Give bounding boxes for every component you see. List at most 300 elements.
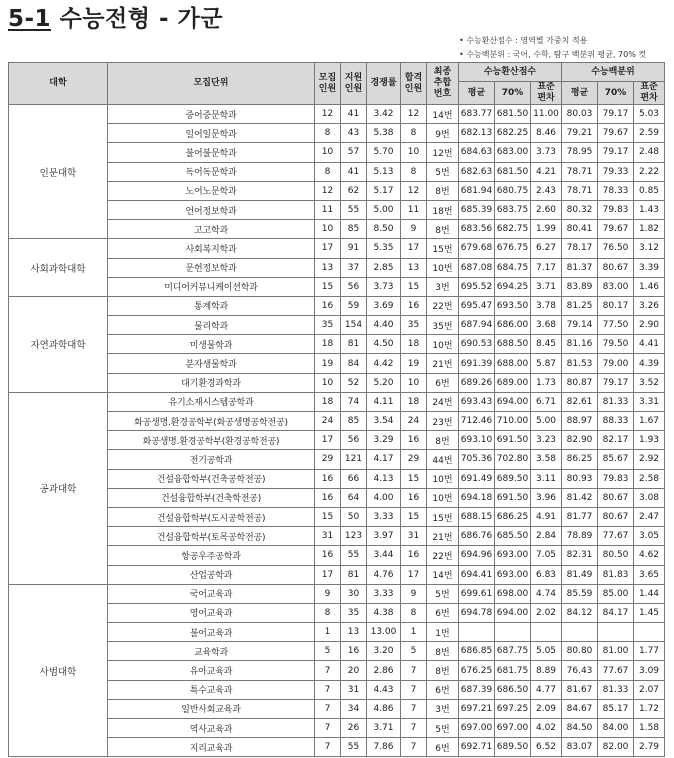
- header-passers: 합격 인원: [401, 63, 427, 105]
- final-rank-cell: 35번: [427, 316, 459, 335]
- final-rank-cell: 3번: [427, 277, 459, 296]
- conv-70-cell: 693.50: [495, 296, 531, 315]
- ratio-cell: 4.38: [367, 603, 401, 622]
- pct-sd-cell: 2.59: [634, 124, 665, 143]
- table-row: [9, 488, 665, 507]
- conv-70-cell: 689.50: [495, 738, 531, 757]
- passers-cell: 5: [401, 642, 427, 661]
- table-row: [9, 546, 665, 565]
- unit-cell: 불어교육과: [108, 623, 315, 642]
- pct-avg-cell: 84.12: [562, 603, 598, 622]
- conv-sd-cell: 7.05: [531, 546, 562, 565]
- conv-sd-cell: 8.89: [531, 661, 562, 680]
- unit-cell: 일어일문학과: [108, 124, 315, 143]
- table-row: [9, 565, 665, 584]
- conv-70-cell: 683.00: [495, 143, 531, 162]
- ratio-cell: 3.33: [367, 507, 401, 526]
- conv-sd-cell: 3.23: [531, 431, 562, 450]
- conv-sd-cell: 2.84: [531, 527, 562, 546]
- pct-sd-cell: 1.45: [634, 603, 665, 622]
- conv-70-cell: 691.50: [495, 488, 531, 507]
- conv-70-cell: 688.00: [495, 354, 531, 373]
- quota-cell: 15: [315, 507, 341, 526]
- passers-cell: 31: [401, 527, 427, 546]
- conv-avg-cell: 693.43: [459, 392, 495, 411]
- unit-cell: 특수교육과: [108, 680, 315, 699]
- table-row: [9, 162, 665, 181]
- passers-cell: 9: [401, 220, 427, 239]
- conv-avg-cell: 682.63: [459, 162, 495, 181]
- final-rank-cell: 5번: [427, 584, 459, 603]
- conv-70-cell: 684.75: [495, 258, 531, 277]
- pct-70-cell: [598, 623, 634, 642]
- college-cell: 사회과학대학: [9, 239, 108, 297]
- ratio-cell: 2.85: [367, 258, 401, 277]
- unit-cell: 역사교육과: [108, 719, 315, 738]
- unit-cell: 교육학과: [108, 642, 315, 661]
- pct-70-cell: 79.67: [598, 124, 634, 143]
- applicants-cell: 121: [341, 450, 367, 469]
- passers-cell: 35: [401, 316, 427, 335]
- pct-avg-cell: [562, 623, 598, 642]
- final-rank-cell: 10번: [427, 335, 459, 354]
- table-row: [9, 507, 665, 526]
- pct-avg-cell: 85.59: [562, 584, 598, 603]
- conv-sd-cell: 7.17: [531, 258, 562, 277]
- conv-sd-cell: 6.71: [531, 392, 562, 411]
- applicants-cell: 56: [341, 431, 367, 450]
- passers-cell: 18: [401, 392, 427, 411]
- applicants-cell: 41: [341, 162, 367, 181]
- conv-avg-cell: 684.63: [459, 143, 495, 162]
- conv-sd-cell: [531, 623, 562, 642]
- applicants-cell: 91: [341, 239, 367, 258]
- passers-cell: 12: [401, 181, 427, 200]
- table-row: [9, 431, 665, 450]
- pct-70-cell: 79.33: [598, 162, 634, 181]
- pct-sd-cell: 2.58: [634, 469, 665, 488]
- conv-70-cell: 686.25: [495, 507, 531, 526]
- quota-cell: 19: [315, 354, 341, 373]
- unit-cell: 항공우주공학과: [108, 546, 315, 565]
- quota-cell: 18: [315, 392, 341, 411]
- final-rank-cell: 10번: [427, 488, 459, 507]
- conv-sd-cell: 1.73: [531, 373, 562, 392]
- final-rank-cell: 10번: [427, 258, 459, 277]
- conv-70-cell: 682.75: [495, 220, 531, 239]
- quota-cell: 8: [315, 603, 341, 622]
- table-row: [9, 642, 665, 661]
- final-rank-cell: 24번: [427, 392, 459, 411]
- pct-70-cell: 78.33: [598, 181, 634, 200]
- conv-sd-cell: 3.68: [531, 316, 562, 335]
- pct-avg-cell: 81.77: [562, 507, 598, 526]
- quota-cell: 10: [315, 220, 341, 239]
- ratio-cell: 3.33: [367, 584, 401, 603]
- unit-cell: 문헌정보학과: [108, 258, 315, 277]
- table-row: [9, 316, 665, 335]
- applicants-cell: 64: [341, 488, 367, 507]
- conv-avg-cell: 694.18: [459, 488, 495, 507]
- table-row: [9, 603, 665, 622]
- conv-avg-cell: 686.76: [459, 527, 495, 546]
- unit-cell: 언어정보학과: [108, 200, 315, 219]
- ratio-cell: 8.50: [367, 220, 401, 239]
- final-rank-cell: 23번: [427, 412, 459, 431]
- pct-sd-cell: 1.77: [634, 642, 665, 661]
- pct-70-cell: 88.33: [598, 412, 634, 431]
- pct-avg-cell: 76.43: [562, 661, 598, 680]
- title-number: 5-1: [8, 6, 52, 32]
- applicants-cell: 84: [341, 354, 367, 373]
- applicants-cell: 81: [341, 565, 367, 584]
- passers-cell: 11: [401, 200, 427, 219]
- passers-cell: 18: [401, 335, 427, 354]
- conv-sd-cell: 8.45: [531, 335, 562, 354]
- applicants-cell: 56: [341, 277, 367, 296]
- table-row: [9, 277, 665, 296]
- conv-avg-cell: 687.94: [459, 316, 495, 335]
- conv-sd-cell: 8.46: [531, 124, 562, 143]
- conv-sd-cell: 1.99: [531, 220, 562, 239]
- pct-avg-cell: 80.87: [562, 373, 598, 392]
- pct-70-cell: 79.67: [598, 220, 634, 239]
- final-rank-cell: 6번: [427, 680, 459, 699]
- pct-avg-cell: 84.67: [562, 699, 598, 718]
- quota-cell: 7: [315, 738, 341, 757]
- college-cell: 인문대학: [9, 105, 108, 239]
- applicants-cell: 59: [341, 296, 367, 315]
- passers-cell: 9: [401, 584, 427, 603]
- conv-avg-cell: 692.71: [459, 738, 495, 757]
- conv-avg-cell: 690.53: [459, 335, 495, 354]
- applicants-cell: 154: [341, 316, 367, 335]
- unit-cell: 고고학과: [108, 220, 315, 239]
- unit-cell: 사회복지학과: [108, 239, 315, 258]
- passers-cell: 17: [401, 239, 427, 258]
- conv-sd-cell: 3.11: [531, 469, 562, 488]
- conv-sd-cell: 3.58: [531, 450, 562, 469]
- applicants-cell: 41: [341, 105, 367, 124]
- pct-avg-cell: 84.50: [562, 719, 598, 738]
- applicants-cell: 30: [341, 584, 367, 603]
- pct-70-cell: 85.67: [598, 450, 634, 469]
- conv-70-cell: 697.25: [495, 699, 531, 718]
- conv-avg-cell: 693.10: [459, 431, 495, 450]
- conv-70-cell: 676.75: [495, 239, 531, 258]
- table-row: [9, 719, 665, 738]
- title-text: 수능전형 - 가군: [51, 6, 223, 32]
- header-pct-sd: 표준 편차: [634, 82, 665, 105]
- pct-avg-cell: 78.95: [562, 143, 598, 162]
- ratio-cell: 3.20: [367, 642, 401, 661]
- conv-avg-cell: 687.08: [459, 258, 495, 277]
- conv-avg-cell: 687.39: [459, 680, 495, 699]
- ratio-cell: 5.35: [367, 239, 401, 258]
- conv-70-cell: 689.50: [495, 469, 531, 488]
- conv-sd-cell: 3.73: [531, 143, 562, 162]
- passers-cell: 17: [401, 565, 427, 584]
- pct-70-cell: 80.50: [598, 546, 634, 565]
- conv-70-cell: 683.75: [495, 200, 531, 219]
- unit-cell: 미생물학과: [108, 335, 315, 354]
- table-row: [9, 392, 665, 411]
- final-rank-cell: 1번: [427, 623, 459, 642]
- pct-sd-cell: 2.22: [634, 162, 665, 181]
- pct-sd-cell: 1.82: [634, 220, 665, 239]
- unit-cell: 불어불문학과: [108, 143, 315, 162]
- conv-avg-cell: 679.68: [459, 239, 495, 258]
- table-row: [9, 469, 665, 488]
- applicants-cell: 123: [341, 527, 367, 546]
- final-rank-cell: 18번: [427, 200, 459, 219]
- college-cell: 사범대학: [9, 584, 108, 757]
- unit-cell: 미디어커뮤니케이션학과: [108, 277, 315, 296]
- applicants-cell: 62: [341, 181, 367, 200]
- pct-70-cell: 84.17: [598, 603, 634, 622]
- college-cell: 자연과학대학: [9, 296, 108, 392]
- table-row: [9, 527, 665, 546]
- quota-cell: 10: [315, 143, 341, 162]
- table-row: [9, 181, 665, 200]
- applicants-cell: 26: [341, 719, 367, 738]
- conv-sd-cell: 4.74: [531, 584, 562, 603]
- passers-cell: 7: [401, 738, 427, 757]
- conv-avg-cell: 697.21: [459, 699, 495, 718]
- pct-70-cell: 80.67: [598, 488, 634, 507]
- unit-cell: 지리교육과: [108, 738, 315, 757]
- quota-cell: 17: [315, 431, 341, 450]
- conv-avg-cell: 695.52: [459, 277, 495, 296]
- pct-sd-cell: 0.85: [634, 181, 665, 200]
- pct-70-cell: 85.00: [598, 584, 634, 603]
- ratio-cell: 4.11: [367, 392, 401, 411]
- ratio-cell: 4.42: [367, 354, 401, 373]
- unit-cell: 건설융합학부(건축학전공): [108, 488, 315, 507]
- pct-70-cell: 80.67: [598, 258, 634, 277]
- final-rank-cell: 22번: [427, 296, 459, 315]
- unit-cell: 화공생명.환경공학부(화공생명공학전공): [108, 412, 315, 431]
- quota-cell: 12: [315, 181, 341, 200]
- conv-70-cell: 688.50: [495, 335, 531, 354]
- ratio-cell: 5.70: [367, 143, 401, 162]
- pct-avg-cell: 80.41: [562, 220, 598, 239]
- unit-cell: 물리학과: [108, 316, 315, 335]
- pct-70-cell: 81.83: [598, 565, 634, 584]
- passers-cell: 24: [401, 412, 427, 431]
- pct-70-cell: 82.17: [598, 431, 634, 450]
- pct-sd-cell: 3.26: [634, 296, 665, 315]
- conv-70-cell: 685.50: [495, 527, 531, 546]
- conv-70-cell: 694.25: [495, 277, 531, 296]
- pct-70-cell: 79.17: [598, 143, 634, 162]
- applicants-cell: 31: [341, 680, 367, 699]
- conv-avg-cell: 705.36: [459, 450, 495, 469]
- quota-cell: 31: [315, 527, 341, 546]
- page-title: [8, 0, 223, 33]
- pct-sd-cell: 1.93: [634, 431, 665, 450]
- applicants-cell: 52: [341, 373, 367, 392]
- note-converted: • 수능환산점수 : 영역별 가중치 적용: [459, 36, 588, 45]
- quota-cell: 11: [315, 200, 341, 219]
- notes: [459, 34, 646, 62]
- pct-sd-cell: 2.79: [634, 738, 665, 757]
- ratio-cell: 7.86: [367, 738, 401, 757]
- pct-sd-cell: 4.39: [634, 354, 665, 373]
- pct-avg-cell: 83.07: [562, 738, 598, 757]
- ratio-cell: 3.73: [367, 277, 401, 296]
- pct-70-cell: 79.17: [598, 105, 634, 124]
- pct-sd-cell: 1.72: [634, 699, 665, 718]
- applicants-cell: 74: [341, 392, 367, 411]
- ratio-cell: 3.29: [367, 431, 401, 450]
- passers-cell: 8: [401, 603, 427, 622]
- pct-70-cell: 79.00: [598, 354, 634, 373]
- unit-cell: 영어교육과: [108, 603, 315, 622]
- pct-70-cell: 76.50: [598, 239, 634, 258]
- ratio-cell: 5.17: [367, 181, 401, 200]
- passers-cell: 16: [401, 296, 427, 315]
- note-percentile: • 수능백분위 : 국어, 수학, 탐구 백분위 평균, 70% 컷: [459, 50, 647, 59]
- conv-70-cell: 697.00: [495, 719, 531, 738]
- passers-cell: 16: [401, 546, 427, 565]
- passers-cell: 1: [401, 623, 427, 642]
- pct-avg-cell: 80.93: [562, 469, 598, 488]
- final-rank-cell: 10번: [427, 469, 459, 488]
- applicants-cell: 85: [341, 412, 367, 431]
- pct-avg-cell: 88.97: [562, 412, 598, 431]
- quota-cell: 16: [315, 488, 341, 507]
- ratio-cell: 3.44: [367, 546, 401, 565]
- unit-cell: 유기소재시스템공학과: [108, 392, 315, 411]
- quota-cell: 17: [315, 239, 341, 258]
- passers-cell: 29: [401, 450, 427, 469]
- quota-cell: 35: [315, 316, 341, 335]
- conv-avg-cell: [459, 623, 495, 642]
- final-rank-cell: 9번: [427, 124, 459, 143]
- pct-70-cell: 79.83: [598, 200, 634, 219]
- pct-avg-cell: 86.25: [562, 450, 598, 469]
- ratio-cell: 4.43: [367, 680, 401, 699]
- ratio-cell: 2.86: [367, 661, 401, 680]
- quota-cell: 10: [315, 373, 341, 392]
- final-rank-cell: 12번: [427, 143, 459, 162]
- quota-cell: 7: [315, 661, 341, 680]
- quota-cell: 24: [315, 412, 341, 431]
- conv-avg-cell: 712.46: [459, 412, 495, 431]
- final-rank-cell: 6번: [427, 373, 459, 392]
- conv-sd-cell: 3.78: [531, 296, 562, 315]
- ratio-cell: 3.54: [367, 412, 401, 431]
- table-row: [9, 258, 665, 277]
- passers-cell: 10: [401, 143, 427, 162]
- ratio-cell: 4.76: [367, 565, 401, 584]
- conv-70-cell: 702.80: [495, 450, 531, 469]
- applicants-cell: 57: [341, 143, 367, 162]
- conv-70-cell: [495, 623, 531, 642]
- quota-cell: 12: [315, 105, 341, 124]
- pct-70-cell: 79.50: [598, 335, 634, 354]
- header-conv-avg: 평균: [459, 82, 495, 105]
- conv-avg-cell: 694.96: [459, 546, 495, 565]
- ratio-cell: 4.86: [367, 699, 401, 718]
- pct-sd-cell: 5.03: [634, 105, 665, 124]
- table-row: [9, 412, 665, 431]
- pct-avg-cell: 79.14: [562, 316, 598, 335]
- passers-cell: 12: [401, 105, 427, 124]
- applicants-cell: 85: [341, 220, 367, 239]
- conv-avg-cell: 699.61: [459, 584, 495, 603]
- pct-sd-cell: 2.90: [634, 316, 665, 335]
- quota-cell: 29: [315, 450, 341, 469]
- ratio-cell: 5.00: [367, 200, 401, 219]
- quota-cell: 13: [315, 258, 341, 277]
- pct-70-cell: 85.17: [598, 699, 634, 718]
- ratio-cell: 3.42: [367, 105, 401, 124]
- pct-avg-cell: 80.80: [562, 642, 598, 661]
- pct-avg-cell: 78.71: [562, 181, 598, 200]
- conv-70-cell: 686.00: [495, 316, 531, 335]
- pct-sd-cell: 2.07: [634, 680, 665, 699]
- header-quota: 모집 인원: [315, 63, 341, 105]
- unit-cell: 분자생물학과: [108, 354, 315, 373]
- passers-cell: 8: [401, 124, 427, 143]
- pct-avg-cell: 78.71: [562, 162, 598, 181]
- pct-70-cell: 79.17: [598, 373, 634, 392]
- conv-sd-cell: 3.71: [531, 277, 562, 296]
- pct-sd-cell: 1.58: [634, 719, 665, 738]
- conv-avg-cell: 681.94: [459, 181, 495, 200]
- quota-cell: 16: [315, 296, 341, 315]
- unit-cell: 유아교육과: [108, 661, 315, 680]
- pct-avg-cell: 81.16: [562, 335, 598, 354]
- conv-avg-cell: 676.25: [459, 661, 495, 680]
- ratio-cell: 5.38: [367, 124, 401, 143]
- conv-70-cell: 691.50: [495, 431, 531, 450]
- pct-70-cell: 81.33: [598, 680, 634, 699]
- header-pct-avg: 평균: [562, 82, 598, 105]
- conv-sd-cell: 4.02: [531, 719, 562, 738]
- conv-70-cell: 681.50: [495, 162, 531, 181]
- conv-70-cell: 681.75: [495, 661, 531, 680]
- pct-avg-cell: 80.03: [562, 105, 598, 124]
- conv-sd-cell: 6.83: [531, 565, 562, 584]
- unit-cell: 대기환경과학과: [108, 373, 315, 392]
- passers-cell: 7: [401, 680, 427, 699]
- conv-sd-cell: 2.02: [531, 603, 562, 622]
- ratio-cell: 4.17: [367, 450, 401, 469]
- table-row: [9, 335, 665, 354]
- pct-70-cell: 77.67: [598, 527, 634, 546]
- final-rank-cell: 8번: [427, 431, 459, 450]
- ratio-cell: 3.69: [367, 296, 401, 315]
- pct-avg-cell: 82.61: [562, 392, 598, 411]
- conv-avg-cell: 697.00: [459, 719, 495, 738]
- table-row: [9, 450, 665, 469]
- header-ratio: 경쟁률: [367, 63, 401, 105]
- applicants-cell: 55: [341, 546, 367, 565]
- ratio-cell: 3.71: [367, 719, 401, 738]
- table-row: [9, 105, 665, 124]
- passers-cell: 16: [401, 431, 427, 450]
- passers-cell: 16: [401, 488, 427, 507]
- pct-sd-cell: 3.52: [634, 373, 665, 392]
- pct-sd-cell: 1.67: [634, 412, 665, 431]
- table-row: [9, 738, 665, 757]
- conv-avg-cell: 683.77: [459, 105, 495, 124]
- pct-sd-cell: 1.44: [634, 584, 665, 603]
- ratio-cell: 4.13: [367, 469, 401, 488]
